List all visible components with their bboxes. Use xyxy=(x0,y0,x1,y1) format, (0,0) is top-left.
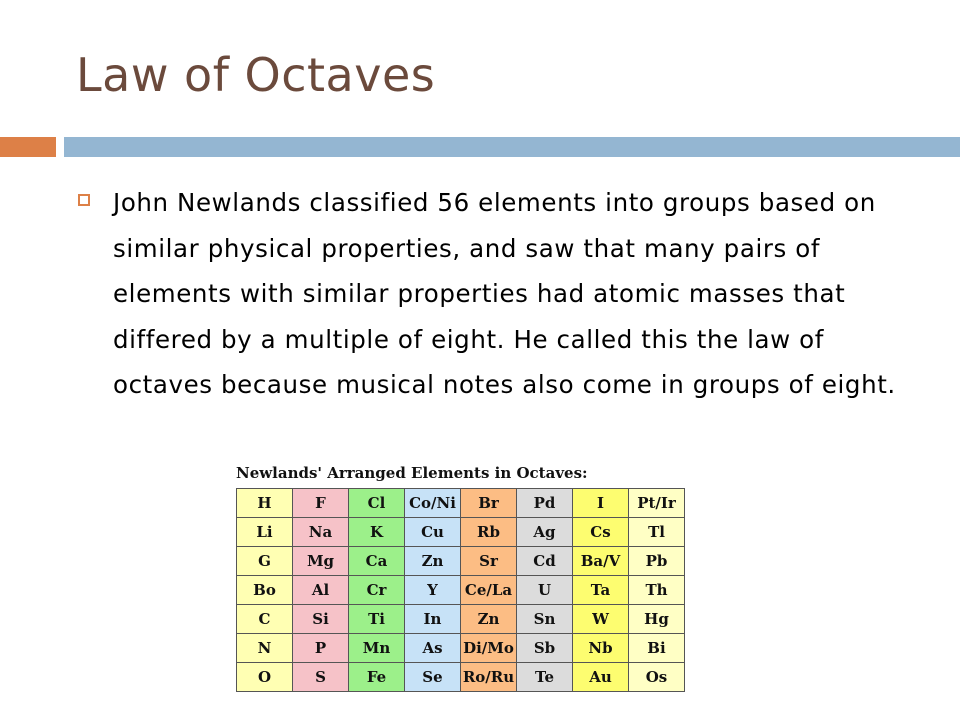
table-cell: O xyxy=(237,663,293,692)
table-cell: Pd xyxy=(517,489,573,518)
table-cell: H xyxy=(237,489,293,518)
table-cell: S xyxy=(293,663,349,692)
table-cell: Zn xyxy=(405,547,461,576)
table-row xyxy=(237,663,685,692)
table-row xyxy=(237,634,685,663)
table-cell: Mg xyxy=(293,547,349,576)
table-cell: Ba/V xyxy=(573,547,629,576)
table-cell: Al xyxy=(293,576,349,605)
table-cell: Pt/Ir xyxy=(629,489,685,518)
table-cell: Nb xyxy=(573,634,629,663)
table-row xyxy=(237,518,685,547)
table-cell: Cd xyxy=(517,547,573,576)
table-row xyxy=(237,547,685,576)
octaves-table xyxy=(236,488,685,692)
table-cell: Ro/Ru xyxy=(461,663,517,692)
table-cell: Ca xyxy=(349,547,405,576)
table-cell: Bo xyxy=(237,576,293,605)
table-cell: Cl xyxy=(349,489,405,518)
table-cell: Ag xyxy=(517,518,573,547)
table-cell: G xyxy=(237,547,293,576)
table-cell: As xyxy=(405,634,461,663)
table-row xyxy=(237,605,685,634)
bullet-square-icon xyxy=(78,194,90,206)
table-cell: I xyxy=(573,489,629,518)
table-cell: P xyxy=(293,634,349,663)
table-cell: Se xyxy=(405,663,461,692)
title-accent-bar xyxy=(0,137,56,157)
table-cell: W xyxy=(573,605,629,634)
table-caption: Newlands' Arranged Elements in Octaves: xyxy=(236,464,588,482)
table-cell: U xyxy=(517,576,573,605)
table-cell: Cu xyxy=(405,518,461,547)
table-cell: Br xyxy=(461,489,517,518)
title-divider-bar xyxy=(64,137,960,157)
table-cell: Zn xyxy=(461,605,517,634)
bullet-text: John Newlands classified 56 elements into groups based on similar physical properties, and saw that many pairs of elements with similar properties had atomic masses that differed by a multiple of eight. He called this the law of octaves because musical notes also come in groups of eight. xyxy=(113,188,896,399)
table-cell: Os xyxy=(629,663,685,692)
table-cell: Sn xyxy=(517,605,573,634)
table-cell: Hg xyxy=(629,605,685,634)
table-cell: Sr xyxy=(461,547,517,576)
table-cell: Sb xyxy=(517,634,573,663)
table-cell: Pb xyxy=(629,547,685,576)
table-cell: Cr xyxy=(349,576,405,605)
table-cell: In xyxy=(405,605,461,634)
table-cell: Bi xyxy=(629,634,685,663)
table-cell: Ce/La xyxy=(461,576,517,605)
table-cell: Ti xyxy=(349,605,405,634)
table-cell: Si xyxy=(293,605,349,634)
table-cell: Co/Ni xyxy=(405,489,461,518)
octaves-figure xyxy=(224,460,728,720)
table-cell: Te xyxy=(517,663,573,692)
table-cell: Tl xyxy=(629,518,685,547)
table-cell: Rb xyxy=(461,518,517,547)
table-cell: Na xyxy=(293,518,349,547)
table-cell: N xyxy=(237,634,293,663)
table-cell: Fe xyxy=(349,663,405,692)
table-cell: Mn xyxy=(349,634,405,663)
table-cell: F xyxy=(293,489,349,518)
slide-title: Law of Octaves xyxy=(76,48,436,102)
table-cell: Li xyxy=(237,518,293,547)
table-row xyxy=(237,576,685,605)
table-cell: C xyxy=(237,605,293,634)
table-cell: K xyxy=(349,518,405,547)
table-cell: Cs xyxy=(573,518,629,547)
table-cell: Ta xyxy=(573,576,629,605)
table-cell: Di/Mo xyxy=(461,634,517,663)
table-cell: Th xyxy=(629,576,685,605)
table-cell: Y xyxy=(405,576,461,605)
table-cell: Au xyxy=(573,663,629,692)
table-row xyxy=(237,489,685,518)
